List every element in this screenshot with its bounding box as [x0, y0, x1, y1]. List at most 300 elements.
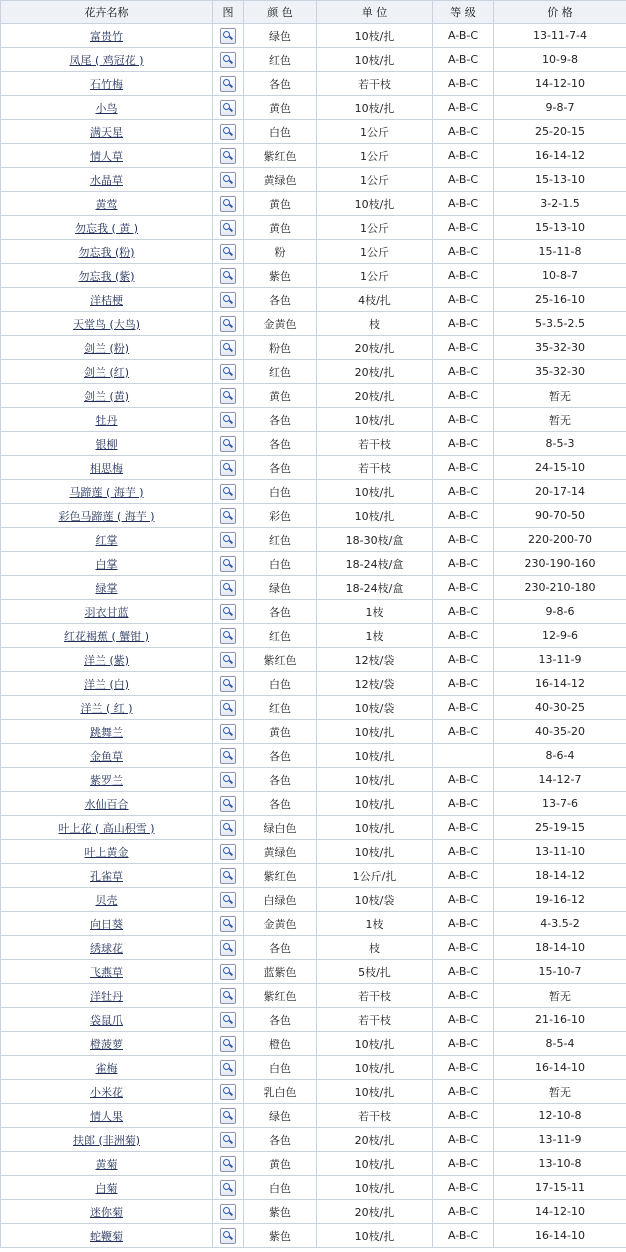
- magnifier-icon[interactable]: [220, 628, 236, 644]
- price-cell: 14-12-10: [494, 1200, 626, 1224]
- picture-cell: [213, 1224, 244, 1248]
- grade-cell: A-B-C: [433, 48, 494, 72]
- price-cell: 13-11-10: [494, 840, 626, 864]
- table-row: [1, 1008, 626, 1032]
- picture-cell: [213, 696, 244, 720]
- table-row: [1, 768, 626, 792]
- magnifier-icon[interactable]: [220, 124, 236, 140]
- magnifier-icon[interactable]: [220, 1036, 236, 1052]
- price-cell: 17-15-11: [494, 1176, 626, 1200]
- table-row: [1, 648, 626, 672]
- flower-name-link[interactable]: 跳舞兰: [90, 725, 123, 739]
- unit-cell: 10枝/扎: [317, 1224, 433, 1248]
- flower-name-cell: [1, 936, 213, 960]
- color-cell: 黄色: [244, 1152, 317, 1176]
- flower-name-link[interactable]: 黄菊: [95, 1157, 118, 1171]
- price-cell: 220-200-70: [494, 528, 626, 552]
- table-row: [1, 624, 626, 648]
- flower-name-link[interactable]: 小米花: [90, 1085, 123, 1099]
- picture-cell: [213, 168, 244, 192]
- table-body: [1, 24, 626, 1248]
- flower-name-link[interactable]: 蛇鞭菊: [90, 1229, 123, 1243]
- flower-name-cell: [1, 288, 213, 312]
- picture-cell: [213, 1200, 244, 1224]
- price-cell: 14-12-10: [494, 72, 626, 96]
- price-cell: 12-10-8: [494, 1104, 626, 1128]
- flower-name-cell: [1, 816, 213, 840]
- flower-name-cell: [1, 456, 213, 480]
- magnifier-icon[interactable]: [220, 244, 236, 260]
- picture-cell: [213, 864, 244, 888]
- flower-name-link[interactable]: 叶上黄金: [84, 845, 129, 859]
- price-cell: 10-8-7: [494, 264, 626, 288]
- color-cell: 各色: [244, 456, 317, 480]
- price-cell: 35-32-30: [494, 360, 626, 384]
- magnifier-icon[interactable]: [220, 1228, 236, 1244]
- flower-name-cell: [1, 744, 213, 768]
- price-cell: 9-8-6: [494, 600, 626, 624]
- flower-name-cell: [1, 384, 213, 408]
- grade-cell: A-B-C: [433, 1080, 494, 1104]
- header-color: 颜 色: [244, 1, 317, 24]
- magnifier-icon[interactable]: [220, 1156, 236, 1172]
- table-row: [1, 1080, 626, 1104]
- magnifier-icon[interactable]: [220, 988, 236, 1004]
- unit-cell: 18-24枝/盒: [317, 576, 433, 600]
- unit-cell: 10枝/扎: [317, 744, 433, 768]
- unit-cell: 10枝/扎: [317, 792, 433, 816]
- magnifier-icon[interactable]: [220, 796, 236, 812]
- grade-cell: A-B-C: [433, 960, 494, 984]
- magnifier-icon[interactable]: [220, 1012, 236, 1028]
- flower-name-link[interactable]: 马蹄莲 ( 海芋 ): [69, 485, 144, 499]
- picture-cell: [213, 336, 244, 360]
- grade-cell: A-B-C: [433, 1200, 494, 1224]
- color-cell: 绿色: [244, 24, 317, 48]
- grade-cell: A-B-C: [433, 216, 494, 240]
- magnifier-icon[interactable]: [220, 1180, 236, 1196]
- magnifier-icon[interactable]: [220, 1132, 236, 1148]
- grade-cell: A-B-C: [433, 936, 494, 960]
- price-cell: 15-13-10: [494, 168, 626, 192]
- picture-cell: [213, 216, 244, 240]
- table-row: [1, 1056, 626, 1080]
- magnifier-icon[interactable]: [220, 724, 236, 740]
- magnifier-icon[interactable]: [220, 964, 236, 980]
- flower-name-link[interactable]: 剑兰 (红): [83, 365, 130, 379]
- flower-name-cell: [1, 24, 213, 48]
- price-cell: 16-14-10: [494, 1056, 626, 1080]
- color-cell: 绿色: [244, 1104, 317, 1128]
- flower-name-link[interactable]: 洋兰 ( 红 ): [80, 701, 133, 715]
- color-cell: 黄色: [244, 96, 317, 120]
- color-cell: 白绿色: [244, 888, 317, 912]
- magnifier-icon[interactable]: [220, 820, 236, 836]
- flower-name-link[interactable]: 红花褐蕉 ( 蟹钳 ): [63, 629, 150, 643]
- magnifier-icon[interactable]: [220, 100, 236, 116]
- magnifier-icon[interactable]: [220, 220, 236, 236]
- color-cell: 各色: [244, 72, 317, 96]
- price-cell: 20-17-14: [494, 480, 626, 504]
- grade-cell: A-B-C: [433, 768, 494, 792]
- magnifier-icon[interactable]: [220, 772, 236, 788]
- table-row: [1, 912, 626, 936]
- unit-cell: 若干枝: [317, 1104, 433, 1128]
- flower-name-link[interactable]: 橙菠萝: [90, 1037, 123, 1051]
- picture-cell: [213, 1176, 244, 1200]
- flower-name-link[interactable]: 飞燕草: [90, 965, 123, 979]
- flower-name-link[interactable]: 向日葵: [90, 917, 123, 931]
- magnifier-icon[interactable]: [220, 412, 236, 428]
- color-cell: 金黄色: [244, 312, 317, 336]
- picture-cell: [213, 792, 244, 816]
- flower-name-link[interactable]: 白掌: [95, 557, 118, 571]
- magnifier-icon[interactable]: [220, 388, 236, 404]
- flower-name-link[interactable]: 相思梅: [90, 461, 123, 475]
- table-row: [1, 1176, 626, 1200]
- picture-cell: [213, 720, 244, 744]
- flower-name-link[interactable]: 富贵竹: [90, 29, 123, 43]
- flower-name-cell: [1, 1104, 213, 1128]
- flower-name-link[interactable]: 凤尾 ( 鸡冠花 ): [69, 53, 144, 67]
- flower-name-link[interactable]: 勿忘我 ( 黄 ): [74, 221, 139, 235]
- grade-cell: A-B-C: [433, 336, 494, 360]
- color-cell: 各色: [244, 768, 317, 792]
- header-name: 花卉名称: [1, 1, 213, 24]
- flower-name-link[interactable]: 绣球花: [90, 941, 123, 955]
- grade-cell: A-B-C: [433, 624, 494, 648]
- magnifier-icon[interactable]: [220, 172, 236, 188]
- unit-cell: 20枝/扎: [317, 1200, 433, 1224]
- picture-cell: [213, 24, 244, 48]
- flower-name-link[interactable]: 洋兰 (紫): [83, 653, 130, 667]
- magnifier-icon[interactable]: [220, 1084, 236, 1100]
- price-cell: 18-14-10: [494, 936, 626, 960]
- grade-cell: A-B-C: [433, 120, 494, 144]
- price-cell: 暂无: [494, 984, 626, 1008]
- picture-cell: [213, 384, 244, 408]
- table-row: [1, 816, 626, 840]
- magnifier-icon[interactable]: [220, 316, 236, 332]
- table-row: [1, 696, 626, 720]
- flower-name-cell: [1, 408, 213, 432]
- magnifier-icon[interactable]: [220, 508, 236, 524]
- table-row: [1, 936, 626, 960]
- unit-cell: 枝: [317, 936, 433, 960]
- magnifier-icon[interactable]: [220, 748, 236, 764]
- grade-cell: A-B-C: [433, 240, 494, 264]
- unit-cell: 10枝/扎: [317, 192, 433, 216]
- flower-name-link[interactable]: 绿掌: [95, 581, 118, 595]
- flower-name-cell: [1, 864, 213, 888]
- magnifier-icon[interactable]: [220, 868, 236, 884]
- flower-name-cell: [1, 1008, 213, 1032]
- flower-name-link[interactable]: 石竹梅: [90, 77, 123, 91]
- grade-cell: A-B-C: [433, 384, 494, 408]
- color-cell: 彩色: [244, 504, 317, 528]
- flower-name-link[interactable]: 水晶草: [90, 173, 123, 187]
- magnifier-icon[interactable]: [220, 484, 236, 500]
- flower-name-link[interactable]: 情人草: [90, 149, 123, 163]
- unit-cell: 12枝/袋: [317, 648, 433, 672]
- color-cell: 黄绿色: [244, 168, 317, 192]
- header-row: [1, 1, 626, 24]
- magnifier-icon[interactable]: [220, 844, 236, 860]
- price-cell: 暂无: [494, 408, 626, 432]
- flower-name-link[interactable]: 勿忘我 (粉): [78, 245, 135, 259]
- picture-cell: [213, 600, 244, 624]
- header-price: 价 格: [494, 1, 626, 24]
- magnifier-icon[interactable]: [220, 580, 236, 596]
- flower-name-link[interactable]: 金鱼草: [90, 749, 123, 763]
- unit-cell: 20枝/扎: [317, 360, 433, 384]
- flower-name-cell: [1, 888, 213, 912]
- flower-name-link[interactable]: 贝壳: [95, 893, 118, 907]
- table-row: [1, 96, 626, 120]
- grade-cell: A-B-C: [433, 528, 494, 552]
- magnifier-icon[interactable]: [220, 340, 236, 356]
- unit-cell: 5枝/扎: [317, 960, 433, 984]
- color-cell: 紫红色: [244, 984, 317, 1008]
- unit-cell: 10枝/袋: [317, 888, 433, 912]
- grade-cell: A-B-C: [433, 648, 494, 672]
- table-row: [1, 408, 626, 432]
- flower-name-cell: [1, 144, 213, 168]
- unit-cell: 若干枝: [317, 1008, 433, 1032]
- flower-name-link[interactable]: 洋兰 (白): [83, 677, 130, 691]
- magnifier-icon[interactable]: [220, 532, 236, 548]
- flower-name-link[interactable]: 紫罗兰: [90, 773, 123, 787]
- table-row: [1, 432, 626, 456]
- picture-cell: [213, 648, 244, 672]
- table-row: [1, 552, 626, 576]
- magnifier-icon[interactable]: [220, 556, 236, 572]
- price-cell: 90-70-50: [494, 504, 626, 528]
- table-row: [1, 360, 626, 384]
- grade-cell: A-B-C: [433, 360, 494, 384]
- magnifier-icon[interactable]: [220, 916, 236, 932]
- grade-cell: A-B-C: [433, 984, 494, 1008]
- color-cell: 各色: [244, 936, 317, 960]
- unit-cell: 1公斤: [317, 264, 433, 288]
- color-cell: 绿白色: [244, 816, 317, 840]
- magnifier-icon[interactable]: [220, 1060, 236, 1076]
- unit-cell: 1公斤/扎: [317, 864, 433, 888]
- picture-cell: [213, 1104, 244, 1128]
- magnifier-icon[interactable]: [220, 1108, 236, 1124]
- color-cell: 紫色: [244, 1200, 317, 1224]
- flower-name-cell: [1, 336, 213, 360]
- magnifier-icon[interactable]: [220, 940, 236, 956]
- picture-cell: [213, 192, 244, 216]
- price-cell: 13-11-9: [494, 648, 626, 672]
- flower-name-link[interactable]: 满天星: [90, 125, 123, 139]
- table-row: [1, 1104, 626, 1128]
- unit-cell: 1枝: [317, 912, 433, 936]
- magnifier-icon[interactable]: [220, 676, 236, 692]
- flower-name-cell: [1, 648, 213, 672]
- color-cell: 红色: [244, 696, 317, 720]
- magnifier-icon[interactable]: [220, 1204, 236, 1220]
- color-cell: 黄绿色: [244, 840, 317, 864]
- color-cell: 白色: [244, 120, 317, 144]
- flower-name-link[interactable]: 洋牡丹: [90, 989, 123, 1003]
- table-row: [1, 384, 626, 408]
- color-cell: 黄色: [244, 216, 317, 240]
- magnifier-icon[interactable]: [220, 292, 236, 308]
- flower-name-link[interactable]: 剑兰 (粉): [83, 341, 130, 355]
- flower-name-link[interactable]: 叶上花 ( 高山积雪 ): [58, 821, 155, 835]
- flower-name-link[interactable]: 袋鼠爪: [90, 1013, 123, 1027]
- table-row: [1, 600, 626, 624]
- flower-name-link[interactable]: 黄莺: [95, 197, 118, 211]
- unit-cell: 若干枝: [317, 432, 433, 456]
- grade-cell: A-B-C: [433, 480, 494, 504]
- flower-name-cell: [1, 984, 213, 1008]
- picture-cell: [213, 1128, 244, 1152]
- grade-cell: A-B-C: [433, 1056, 494, 1080]
- table-row: [1, 960, 626, 984]
- unit-cell: 1公斤: [317, 120, 433, 144]
- magnifier-icon[interactable]: [220, 148, 236, 164]
- unit-cell: 10枝/扎: [317, 1056, 433, 1080]
- magnifier-icon[interactable]: [220, 460, 236, 476]
- flower-name-cell: [1, 576, 213, 600]
- unit-cell: 18-30枝/盒: [317, 528, 433, 552]
- color-cell: 黄色: [244, 192, 317, 216]
- magnifier-icon[interactable]: [220, 28, 236, 44]
- price-cell: 19-16-12: [494, 888, 626, 912]
- price-cell: 13-11-7-4: [494, 24, 626, 48]
- magnifier-icon[interactable]: [220, 892, 236, 908]
- unit-cell: 12枝/袋: [317, 672, 433, 696]
- picture-cell: [213, 456, 244, 480]
- magnifier-icon[interactable]: [220, 268, 236, 284]
- price-cell: 暂无: [494, 384, 626, 408]
- flower-name-cell: [1, 1200, 213, 1224]
- picture-cell: [213, 408, 244, 432]
- magnifier-icon[interactable]: [220, 436, 236, 452]
- price-cell: 12-9-6: [494, 624, 626, 648]
- magnifier-icon[interactable]: [220, 76, 236, 92]
- color-cell: 白色: [244, 480, 317, 504]
- flower-name-link[interactable]: 银柳: [95, 437, 118, 451]
- flower-name-cell: [1, 528, 213, 552]
- grade-cell: A-B-C: [433, 1152, 494, 1176]
- magnifier-icon[interactable]: [220, 604, 236, 620]
- flower-name-link[interactable]: 水仙百合: [84, 797, 129, 811]
- flower-name-link[interactable]: 彩色马蹄莲 ( 海芋 ): [58, 509, 155, 523]
- picture-cell: [213, 1008, 244, 1032]
- price-cell: 230-210-180: [494, 576, 626, 600]
- flower-name-cell: [1, 312, 213, 336]
- picture-cell: [213, 576, 244, 600]
- picture-cell: [213, 528, 244, 552]
- color-cell: 绿色: [244, 576, 317, 600]
- grade-cell: A-B-C: [433, 288, 494, 312]
- picture-cell: [213, 48, 244, 72]
- grade-cell: A-B-C: [433, 408, 494, 432]
- flower-name-link[interactable]: 勿忘我 (紫): [78, 269, 135, 283]
- color-cell: 白色: [244, 672, 317, 696]
- flower-name-link[interactable]: 扶郎 (非洲菊): [72, 1133, 141, 1147]
- flower-name-link[interactable]: 雀梅: [95, 1061, 118, 1075]
- unit-cell: 若干枝: [317, 984, 433, 1008]
- unit-cell: 10枝/袋: [317, 696, 433, 720]
- color-cell: 紫色: [244, 264, 317, 288]
- picture-cell: [213, 912, 244, 936]
- grade-cell: A-B-C: [433, 1008, 494, 1032]
- grade-cell: A-B-C: [433, 1224, 494, 1248]
- color-cell: 粉色: [244, 336, 317, 360]
- price-cell: 8-5-4: [494, 1032, 626, 1056]
- grade-cell: A-B-C: [433, 456, 494, 480]
- unit-cell: 4枝/扎: [317, 288, 433, 312]
- picture-cell: [213, 1152, 244, 1176]
- color-cell: 白色: [244, 552, 317, 576]
- price-cell: 16-14-10: [494, 1224, 626, 1248]
- flower-name-cell: [1, 552, 213, 576]
- flower-name-link[interactable]: 牡丹: [95, 413, 118, 427]
- color-cell: 蓝紫色: [244, 960, 317, 984]
- flower-name-link[interactable]: 孔雀草: [90, 869, 123, 883]
- unit-cell: 10枝/扎: [317, 504, 433, 528]
- flower-name-link[interactable]: 羽衣甘蓝: [84, 605, 129, 619]
- flower-name-link[interactable]: 小鸟: [95, 101, 118, 115]
- flower-name-link[interactable]: 情人果: [90, 1109, 123, 1123]
- grade-cell: A-B-C: [433, 816, 494, 840]
- color-cell: 红色: [244, 528, 317, 552]
- table-row: [1, 144, 626, 168]
- magnifier-icon[interactable]: [220, 196, 236, 212]
- color-cell: 各色: [244, 432, 317, 456]
- magnifier-icon[interactable]: [220, 52, 236, 68]
- flower-name-link[interactable]: 洋桔梗: [90, 293, 123, 307]
- magnifier-icon[interactable]: [220, 700, 236, 716]
- picture-cell: [213, 816, 244, 840]
- grade-cell: A-B-C: [433, 192, 494, 216]
- picture-cell: [213, 624, 244, 648]
- flower-name-link[interactable]: 迷你菊: [90, 1205, 123, 1219]
- picture-cell: [213, 144, 244, 168]
- picture-cell: [213, 360, 244, 384]
- magnifier-icon[interactable]: [220, 364, 236, 380]
- color-cell: 各色: [244, 408, 317, 432]
- flower-name-cell: [1, 1056, 213, 1080]
- price-cell: 16-14-12: [494, 672, 626, 696]
- flower-name-cell: [1, 1080, 213, 1104]
- color-cell: 各色: [244, 1008, 317, 1032]
- flower-name-link[interactable]: 剑兰 (黄): [83, 389, 130, 403]
- unit-cell: 10枝/扎: [317, 96, 433, 120]
- flower-name-cell: [1, 624, 213, 648]
- price-cell: 15-13-10: [494, 216, 626, 240]
- table-row: [1, 720, 626, 744]
- magnifier-icon[interactable]: [220, 652, 236, 668]
- price-cell: 8-6-4: [494, 744, 626, 768]
- flower-name-link[interactable]: 天堂鸟 (大鸟): [72, 317, 141, 331]
- color-cell: 各色: [244, 600, 317, 624]
- table-row: [1, 672, 626, 696]
- flower-name-link[interactable]: 白菊: [95, 1181, 118, 1195]
- flower-name-cell: [1, 120, 213, 144]
- table-row: [1, 1128, 626, 1152]
- table-row: [1, 1200, 626, 1224]
- unit-cell: 10枝/扎: [317, 840, 433, 864]
- picture-cell: [213, 888, 244, 912]
- flower-name-link[interactable]: 红掌: [95, 533, 118, 547]
- flower-name-cell: [1, 720, 213, 744]
